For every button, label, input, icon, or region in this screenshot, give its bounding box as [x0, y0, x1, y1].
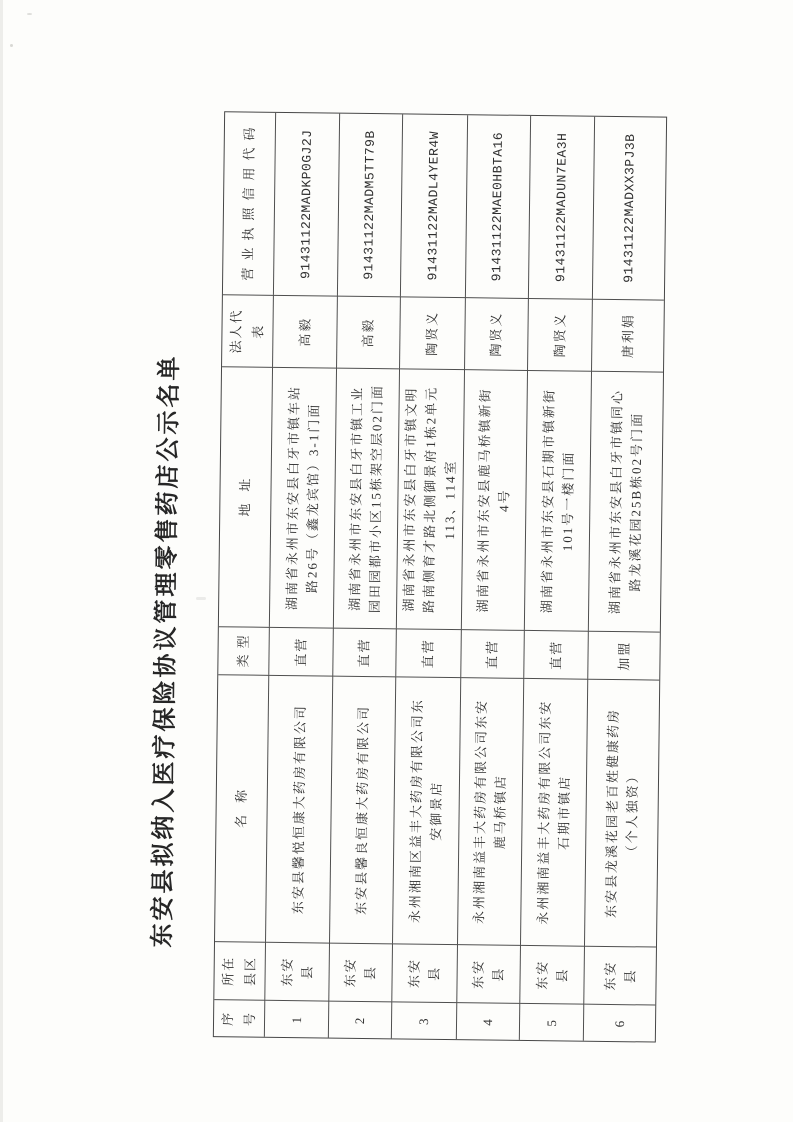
cell-row6-license-code: 91431122MADXX3PJ3B — [620, 133, 638, 283]
cell-row6-type: 加盟 — [588, 631, 660, 680]
cell-row3-type: 直营 — [396, 628, 462, 677]
header-legal-rep: 法人代 表 — [222, 294, 274, 367]
header-name: 名称 — [215, 674, 269, 942]
cell-row3-license-code: 91431122MADL4YER4W — [401, 114, 468, 297]
header-type: 类型 — [218, 626, 270, 675]
cell-row1-type: 直营 — [269, 627, 334, 676]
header-license-code: 营业执照信用代码 — [223, 112, 276, 295]
cell-row5-name: 永州湘南益丰大药房有限公司东安 石期市镇店 — [521, 678, 588, 946]
cell-row2-type: 直营 — [333, 628, 397, 677]
cell-row5-legal-rep: 陶贤义 — [528, 298, 593, 371]
cell-row5-type: 直营 — [524, 630, 589, 679]
cell-row3-district: 东安 县 — [392, 943, 458, 1002]
scan-speck — [27, 13, 32, 15]
cell-row3-address: 湖南省永州市东安县白牙市镇文明 路南侧育才路北侧御景府1栋2单元 113、114室 — [397, 368, 465, 629]
cell-row4-license-code: 91431122MAE0HBTA16 — [466, 115, 531, 298]
rotated-landscape-content — [147, 108, 669, 1042]
cell-row5-district: 东安 县 — [520, 945, 585, 1004]
cell-row4-name: 永州湘南益丰大药房有限公司东安 鹿马桥镇店 — [458, 677, 524, 945]
cell-row6-address: 湖南省永州市东安县白牙市镇同心 路龙溪花园25B栋02号门面 — [589, 371, 663, 632]
header-address: 地址 — [219, 366, 273, 627]
cell-row4-address: 湖南省永州市东安县鹿马桥镇新街 4号 — [462, 369, 528, 630]
cell-row1-name: 东安县馨悦恒康大药房有限公司 — [266, 675, 333, 943]
pharmacy-table — [213, 111, 667, 1042]
cell-row3-name: 永州湘南区益丰大药房有限公司东 安御景店 — [393, 676, 461, 944]
cell-row2-legal-rep: 高毅 — [337, 296, 401, 369]
page-title: 东安县拟纳入医疗保险协议管理零售药店公示名单 — [148, 353, 184, 948]
cell-row4-index: 4 — [457, 1002, 520, 1040]
cell-row2-address: 湖南省永州市东安县白牙市镇工业 园田园都市小区15栋架空层02门面 — [334, 368, 400, 629]
cell-row2-index: 2 — [329, 1001, 392, 1039]
cell-row3-legal-rep: 陶贤义 — [400, 296, 466, 369]
cell-row1-index: 1 — [265, 1000, 329, 1038]
cell-row5-index: 5 — [520, 1003, 584, 1041]
cell-row4-legal-rep: 陶贤义 — [465, 297, 529, 370]
cell-row5-address: 湖南省永州市东安县石期市镇新街 101号一楼门面 — [525, 370, 592, 631]
cell-row3-index: 3 — [392, 1001, 457, 1039]
cell-row6-name: 东安县龙溪花园老百姓健康药房 （个人独资） — [585, 679, 659, 947]
cell-row1-district: 东安 县 — [265, 942, 330, 1001]
cell-row1-legal-rep: 高毅 — [273, 295, 338, 368]
header-index: 序 号 — [214, 999, 265, 1037]
cell-row1-address: 湖南省永州市东安县白牙市镇车站 路26号（鑫龙宾馆）3-1门面 — [270, 367, 337, 628]
cell-row4-district: 东安 县 — [457, 944, 521, 1003]
header-district: 所在 县区 — [214, 941, 266, 1000]
cell-row6-legal-rep: 唐利娟 — [592, 299, 664, 372]
cell-row2-license-code: 91431122MADM5TT79B — [338, 114, 403, 297]
cell-row2-name: 东安县馨良恒康大药房有限公司 — [330, 676, 396, 944]
cell-row4-type: 直营 — [461, 629, 525, 678]
cell-row2-district: 东安 县 — [329, 943, 393, 1002]
cell-row1-license-code: 91431122MADKP0GJ2J — [274, 113, 340, 296]
cell-row5-license-code: 91431122MADUN7EA3H — [529, 116, 595, 299]
cell-row6-index: 6 — [584, 1004, 655, 1042]
cell-row6-district: 东安 县 — [584, 946, 656, 1005]
scan-speck — [10, 44, 13, 47]
